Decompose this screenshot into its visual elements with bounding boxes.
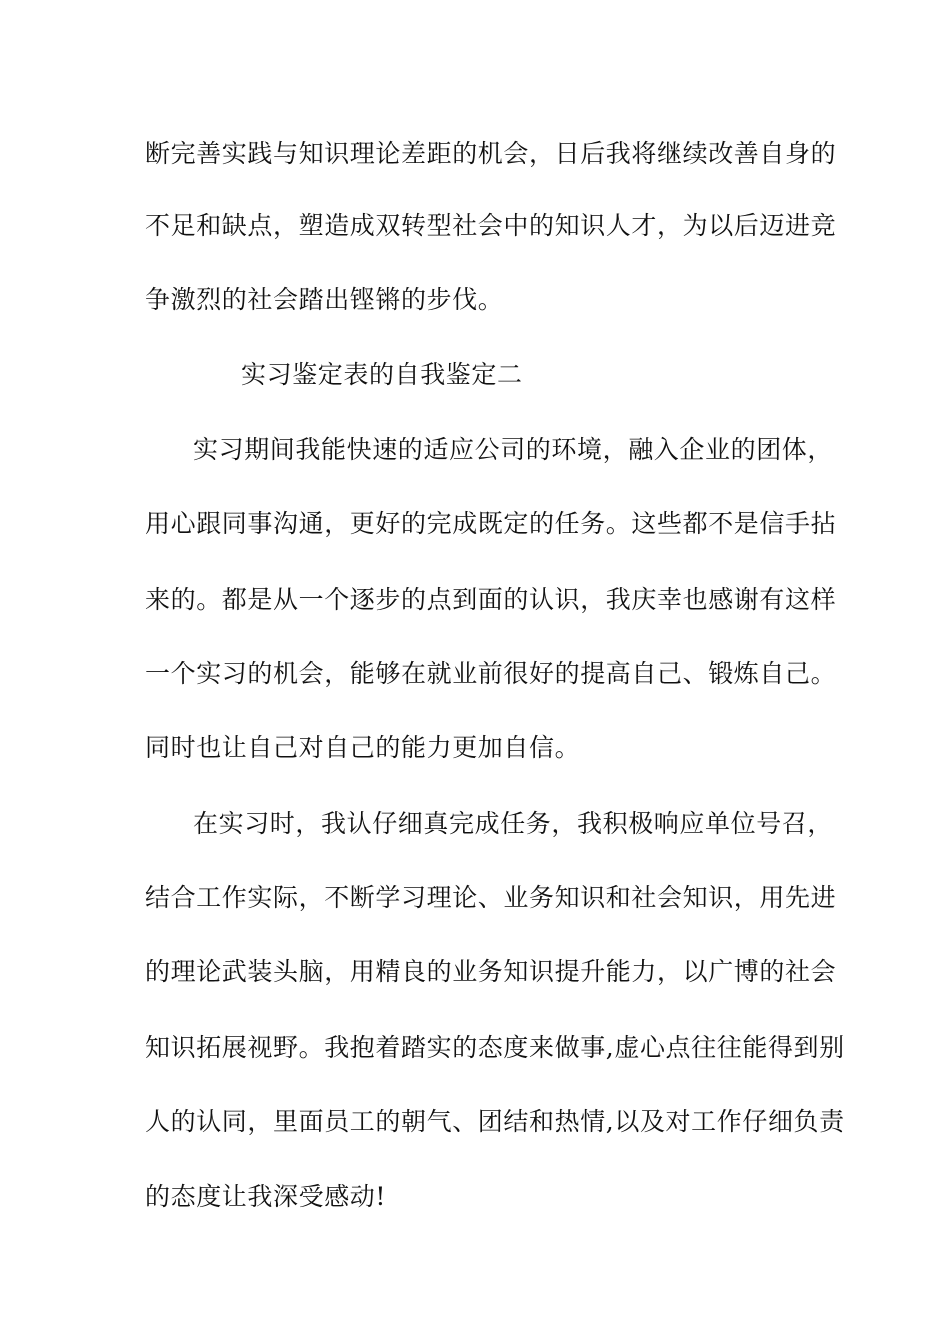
section-heading: 实习鉴定表的自我鉴定二: [241, 360, 523, 389]
paragraph-line: 的态度让我深受感动!: [145, 1182, 387, 1211]
paragraph-line: 在实习时，我认仔细真完成任务，我积极响应单位号召，: [193, 809, 834, 838]
paragraph-line: 同时也让自己对自己的能力更加自信。: [145, 733, 581, 762]
paragraph-line: 结合工作实际，不断学习理论、业务知识和社会知识，用先进: [145, 883, 837, 912]
paragraph-line: 争激烈的社会踏出铿锵的步伐。: [145, 285, 504, 314]
paragraph-line: 断完善实践与知识理论差距的机会，日后我将继续改善自身的: [145, 139, 837, 168]
paragraph-line: 用心跟同事沟通，更好的完成既定的任务。这些都不是信手拈: [145, 509, 837, 538]
paragraph-line: 的理论武装头脑，用精良的业务知识提升能力，以广博的社会: [145, 957, 837, 986]
paragraph-line: 不足和缺点，塑造成双转型社会中的知识人才，为以后迈进竞: [145, 211, 837, 240]
paragraph-line: 一个实习的机会，能够在就业前很好的提高自己、锻炼自己。: [145, 659, 837, 688]
paragraph-line: 知识拓展视野。我抱着踏实的态度来做事,虚心点往往能得到别: [145, 1033, 845, 1062]
paragraph-line: 实习期间我能快速的适应公司的环境，融入企业的团体，: [193, 435, 834, 464]
paragraph-line: 来的。都是从一个逐步的点到面的认识，我庆幸也感谢有这样: [145, 585, 837, 614]
paragraph-line: 人的认同，里面员工的朝气、团结和热情,以及对工作仔细负责: [145, 1107, 845, 1136]
